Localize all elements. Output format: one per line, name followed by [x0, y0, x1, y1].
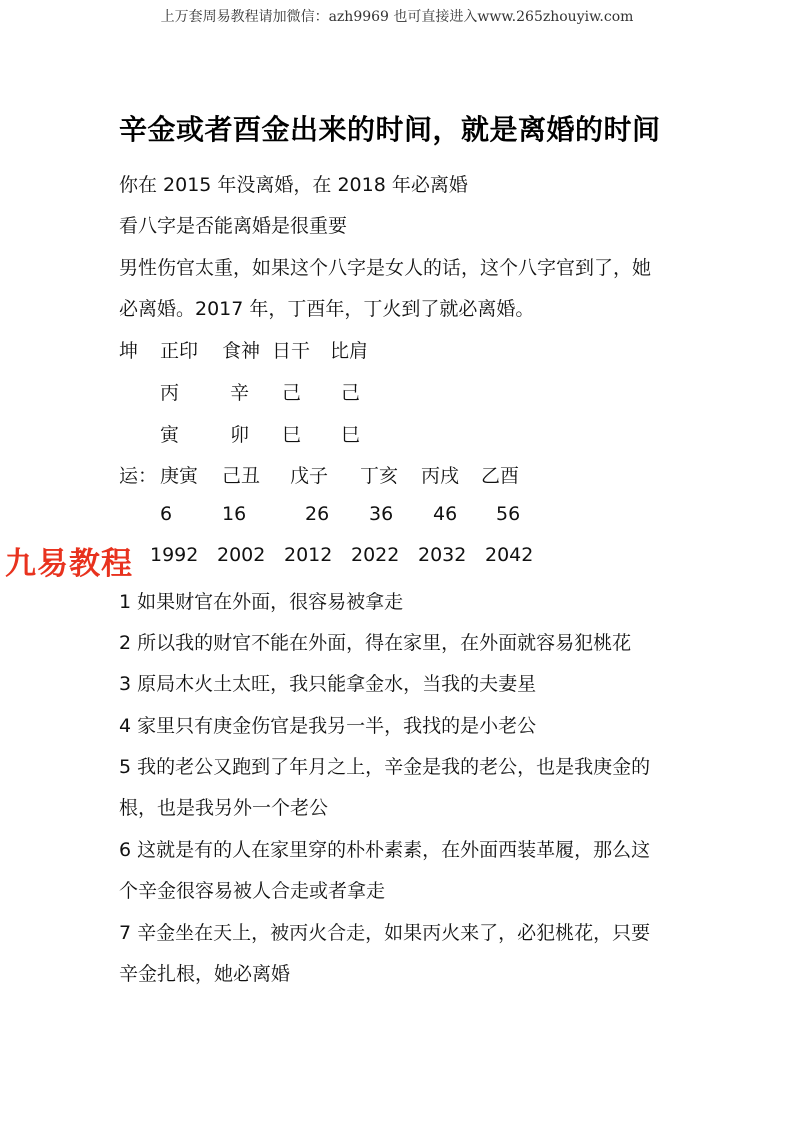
point-line: 辛金扎根，她必离婚 [119, 963, 291, 985]
luck-year: 2002 [217, 544, 266, 566]
chart-branch: 巳 [341, 424, 361, 446]
luck-pillar: 己丑 [222, 465, 261, 487]
page-title: 辛金或者酉金出来的时间，就是离婚的时间 [119, 113, 661, 146]
point-line: 根，也是我另外一个老公 [119, 797, 329, 819]
point-line: 4 家里只有庚金伤官是我另一半，我找的是小老公 [119, 715, 537, 737]
chart-label: 坤 [119, 340, 139, 362]
chart-god: 正印 [160, 340, 199, 362]
chart-branch: 卯 [230, 424, 250, 446]
luck-label: 运： [119, 465, 158, 487]
luck-age: 56 [496, 503, 521, 525]
chart-stem: 己 [341, 382, 361, 404]
point-line: 3 原局木火土太旺，我只能拿金水，当我的夫妻星 [119, 673, 537, 695]
luck-year: 2012 [284, 544, 333, 566]
point-line: 2 所以我的财官不能在外面，得在家里，在外面就容易犯桃花 [119, 632, 632, 654]
luck-pillar: 戊子 [290, 465, 329, 487]
watermark-logo: 九易教程 [5, 546, 133, 582]
chart-god: 比肩 [330, 340, 369, 362]
point-line: 个辛金很容易被人合走或者拿走 [119, 880, 386, 902]
chart-stem: 丙 [160, 382, 180, 404]
point-line: 5 我的老公又跑到了年月之上，辛金是我的老公，也是我庚金的 [119, 756, 651, 778]
chart-stem: 辛 [230, 382, 250, 404]
chart-branch: 寅 [160, 424, 180, 446]
page-header-ad: 上万套周易教程请加微信：azh9969 也可直接进入www.265zhouyiw.com [160, 9, 634, 25]
chart-stem: 己 [282, 382, 302, 404]
luck-pillar: 丙戌 [421, 465, 460, 487]
luck-year: 2032 [418, 544, 467, 566]
luck-year: 2042 [485, 544, 534, 566]
luck-pillar: 丁亥 [360, 465, 399, 487]
intro-line: 男性伤官太重，如果这个八字是女人的话，这个八字官到了，她 [119, 257, 652, 279]
luck-pillar: 庚寅 [160, 465, 199, 487]
luck-pillar: 乙酉 [481, 465, 520, 487]
chart-branch: 巳 [282, 424, 302, 446]
point-line: 7 辛金坐在天上，被丙火合走，如果丙火来了，必犯桃花，只要 [119, 922, 651, 944]
chart-god: 食神 [222, 340, 261, 362]
luck-age: 26 [305, 503, 330, 525]
chart-god: 日干 [272, 340, 311, 362]
point-line: 1 如果财官在外面，很容易被拿走 [119, 591, 404, 613]
luck-age: 16 [222, 503, 247, 525]
luck-age: 36 [369, 503, 394, 525]
intro-line: 必离婚。2017 年，丁酉年，丁火到了就必离婚。 [119, 298, 535, 320]
luck-age: 6 [160, 503, 173, 525]
point-line: 6 这就是有的人在家里穿的朴朴素素，在外面西装革履，那么这 [119, 839, 651, 861]
luck-age: 46 [433, 503, 458, 525]
intro-line: 你在 2015 年没离婚，在 2018 年必离婚 [119, 174, 468, 196]
luck-year: 1992 [150, 544, 199, 566]
luck-year: 2022 [351, 544, 400, 566]
intro-line: 看八字是否能离婚是很重要 [119, 215, 348, 237]
